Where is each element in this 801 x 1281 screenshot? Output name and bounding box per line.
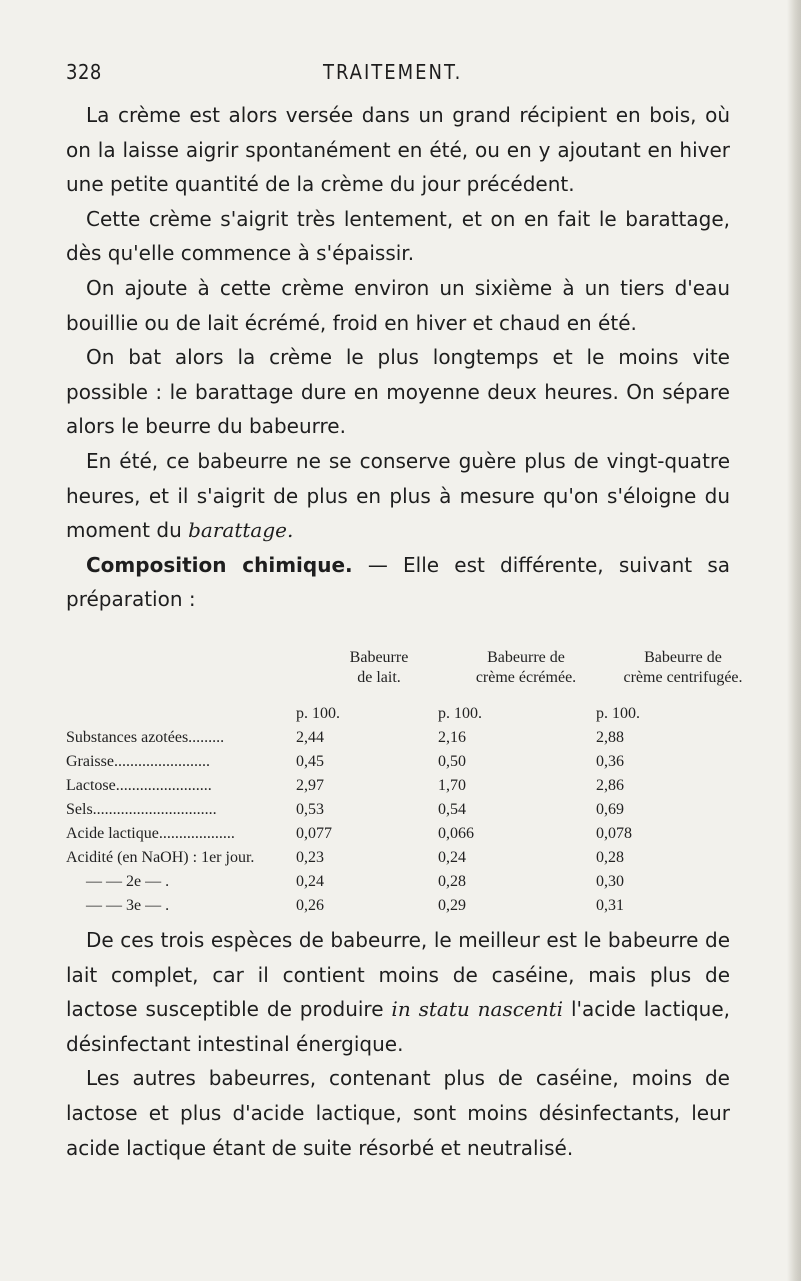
paragraph-7 xyxy=(66,923,730,1061)
col-header-3 xyxy=(610,648,756,688)
paragraph-6-text: — Elle est différente, suivant sa préparation : xyxy=(66,552,730,612)
row-label: Substances azotées......... xyxy=(66,729,225,746)
cell-centrifugee: 0,31 xyxy=(596,897,624,914)
row-label: Lactose........................ xyxy=(66,777,212,794)
row-label: — — 3e — . xyxy=(86,897,170,914)
section-heading: Composition chimique. xyxy=(86,552,353,577)
row-label: Graisse........................ xyxy=(66,753,210,770)
table-row xyxy=(66,894,756,918)
col-header-1-line1: Babeurre xyxy=(349,649,409,666)
paragraph-8: Les autres babeurres, contenant plus de caséine, moins de lactose et plus d'acide lactique, sont moins désinfectants, leur acide lactique étant de suite résorbé et neutralisé. xyxy=(66,1066,730,1160)
body-text xyxy=(66,98,730,617)
paragraph-2: Cette crème s'aigrit très lentement, et on en fait le barattage, dès qu'elle commence à s'épaissir. xyxy=(66,206,730,266)
row-label: Sels............................... xyxy=(66,801,217,818)
col-header-2-line1: Babeurre de xyxy=(487,649,565,666)
table-row xyxy=(66,798,756,822)
table-row xyxy=(66,870,756,894)
table-row xyxy=(66,774,756,798)
page-edge-shadow xyxy=(787,0,801,1281)
cell-ecremee: 0,24 xyxy=(438,849,466,866)
row-label: Acidité (en NaOH) : 1er jour. xyxy=(66,849,255,866)
row-label: Acide lactique................... xyxy=(66,825,235,842)
paragraph-5-italic: barattage. xyxy=(188,518,294,543)
cell-centrifugee: 0,30 xyxy=(596,873,624,890)
running-title: TRAITEMENT. xyxy=(323,60,463,84)
paragraph-7-text-a: De ces trois espèces de babeurre, le meilleur est le babeurre de lait complet, car il contient moins de caséine, mais plus de lactose susceptible de produire xyxy=(66,928,730,1022)
running-header xyxy=(66,60,726,88)
cell-centrifugee: 0,28 xyxy=(596,849,624,866)
unit-col-1: p. 100. xyxy=(296,705,340,722)
unit-row xyxy=(66,702,756,726)
cell-ecremee: 0,28 xyxy=(438,873,466,890)
col-header-3-line1: Babeurre de xyxy=(644,649,722,666)
paragraph-3: On ajoute à cette crème environ un sixième à un tiers d'eau bouillie ou de lait écrémé, froid en hiver et chaud en été. xyxy=(66,275,730,335)
cell-centrifugee: 2,88 xyxy=(596,729,624,746)
table-row xyxy=(66,750,756,774)
cell-lait: 0,53 xyxy=(296,801,324,818)
cell-lait: 2,97 xyxy=(296,777,324,794)
cell-ecremee: 0,50 xyxy=(438,753,466,770)
col-header-3-line2: crème centrifugée. xyxy=(623,669,743,686)
cell-ecremee: 0,29 xyxy=(438,897,466,914)
cell-lait: 0,077 xyxy=(296,825,332,842)
page-number: 328 xyxy=(66,60,102,84)
paragraph-1: La crème est alors versée dans un grand récipient en bois, où on la laisse aigrir spontanément en été, ou en y ajoutant en hiver une petite quantité de la crème du jour précédent. xyxy=(66,103,730,197)
cell-ecremee: 2,16 xyxy=(438,729,466,746)
paragraph-5-text: En été, ce babeurre ne se conserve guère plus de vingt-quatre heures, et il s'aigrit de plus en plus à mesure qu'on s'éloigne du moment du xyxy=(66,448,730,543)
unit-col-3: p. 100. xyxy=(596,705,640,722)
col-header-2-line2: crème écrémée. xyxy=(475,669,577,686)
cell-centrifugee: 0,078 xyxy=(596,825,632,842)
cell-lait: 0,24 xyxy=(296,873,324,890)
table-row xyxy=(66,846,756,870)
cell-ecremee: 0,54 xyxy=(438,801,466,818)
cell-lait: 0,26 xyxy=(296,897,324,914)
cell-ecremee: 1,70 xyxy=(438,777,466,794)
col-header-1-line2: de lait. xyxy=(357,669,401,686)
cell-lait: 0,23 xyxy=(296,849,324,866)
cell-lait: 2,44 xyxy=(296,729,324,746)
col-header-1 xyxy=(314,648,444,688)
cell-centrifugee: 2,86 xyxy=(596,777,624,794)
paragraph-5 xyxy=(66,444,730,548)
col-header-2 xyxy=(446,648,606,688)
table-row xyxy=(66,822,756,846)
cell-centrifugee: 0,36 xyxy=(596,753,624,770)
paragraph-4: On bat alors la crème le plus longtemps et le moins vite possible : le barattage dure en moyenne deux heures. On sépare alors le beurre du babeurre. xyxy=(66,345,730,439)
paragraph-7-text-b: l'acide lactique, désinfectant intestinal énergique. xyxy=(66,997,730,1056)
cell-ecremee: 0,066 xyxy=(438,825,474,842)
row-label: — — 2e — . xyxy=(86,873,170,890)
paragraph-7-italic: in statu nascenti xyxy=(391,997,564,1022)
cell-lait: 0,45 xyxy=(296,753,324,770)
table-row xyxy=(66,726,756,750)
paragraph-6 xyxy=(66,548,730,617)
unit-col-2: p. 100. xyxy=(438,705,482,722)
cell-centrifugee: 0,69 xyxy=(596,801,624,818)
closing-text xyxy=(66,923,730,1165)
